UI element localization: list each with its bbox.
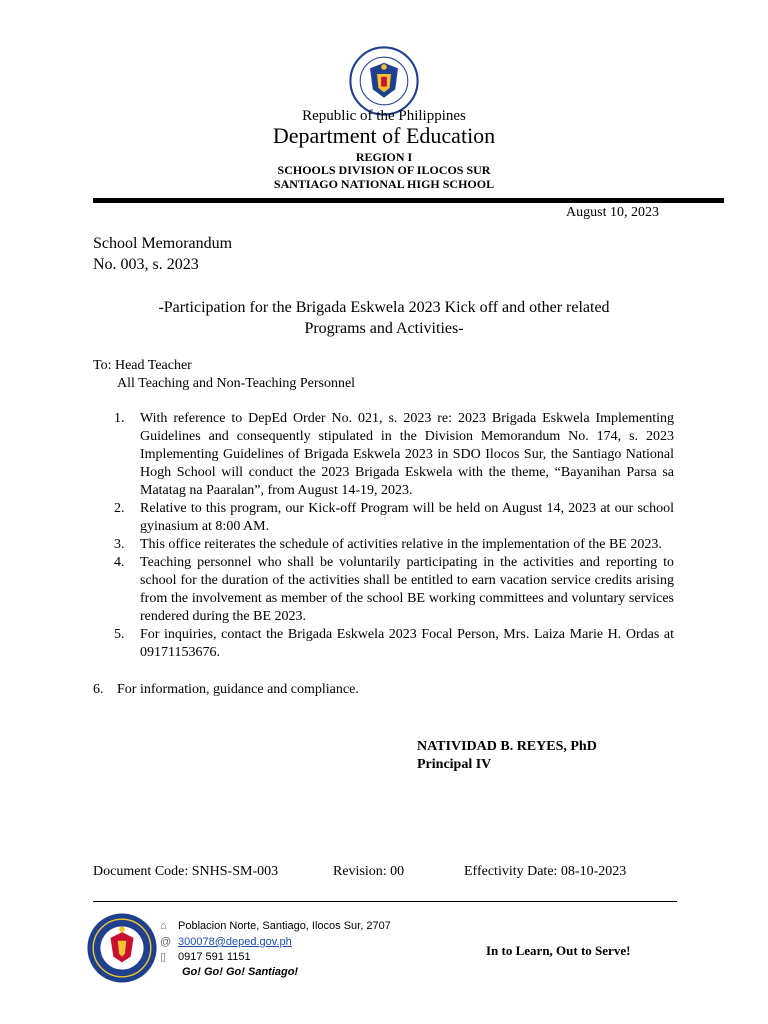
item-number: 5. [114,627,125,642]
item-number: 2. [114,501,125,516]
list-item [93,682,359,698]
effectivity-date: Effectivity Date: 08-10-2023 [464,864,627,879]
list-item [114,554,674,626]
region-heading: REGION I [355,150,413,164]
item-text: Relative to this program, our Kick-off Program will be held on August 14, 2023 at our school gyinasium at 8:00 AM. [140,501,674,534]
recipients [93,357,355,393]
school-phone [160,950,251,963]
document-code: Document Code: SNHS-SM-003 [93,864,279,879]
school-seal-logo [86,912,158,984]
division-heading: SCHOOLS DIVISION OF ILOCOS SUR [277,163,491,177]
memo-number: No. 003, s. 2023 [93,256,199,273]
item-text: For information, guidance and compliance. [117,682,359,697]
school-address [160,920,391,932]
signatory-name: NATIVIDAD B. REYES, PhD [417,739,597,754]
phone-text: 0917 591 1151 [178,951,251,963]
list-item [114,500,674,536]
memo-date: August 10, 2023 [566,205,659,220]
mobile-phone-icon: ▯ [160,951,167,963]
recipient-line: To: Head Teacher [93,358,192,373]
revision-number: Revision: 00 [333,864,405,879]
memo-type: School Memorandum [93,235,233,252]
item-text: For inquiries, contact the Brigada Eskwela 2023 Focal Person, Mrs. Laiza Marie H. Ordas at 09171153676. [140,627,674,660]
recipient-line: All Teaching and Non-Teaching Personnel [117,376,356,391]
signatory [417,738,597,774]
item-number: 6. [93,682,104,697]
list-item [114,626,674,662]
item-number: 1. [114,411,125,426]
address-text: Poblacion Norte, Santiago, Ilocos Sur, 2707 [178,920,391,932]
deped-seal-logo [349,46,419,116]
school-slogan: Go! Go! Go! Santiago! [182,966,299,978]
memo-identifier [93,233,232,275]
signatory-title: Principal IV [417,757,492,772]
subject-line: -Participation for the Brigada Eskwela 2023 Kick off and other related [158,299,610,316]
list-item [114,536,674,554]
list-item [114,410,674,500]
subject-line: Programs and Activities- [304,320,464,337]
department-heading: Department of Education [272,123,496,148]
location-pin-icon: ⌂ [160,920,167,932]
item-text: This office reiterates the schedule of activities relative in the implementation of the BE 2023. [140,537,662,552]
school-email [160,936,292,948]
school-motto: In to Learn, Out to Serve! [486,943,631,958]
memo-items-list [114,410,674,662]
item-text: Teaching personnel who shall be voluntarily participating in the activities and reporting to school for the duration of the activities shall be entitled to earn vacation service credits arising from the involvement as member of the school BE working committees and voluntary services rendered during the BE 2023. [140,555,674,624]
item-number: 4. [114,555,125,570]
header-divider [93,198,724,203]
republic-heading: Republic of the Philippines [302,108,466,124]
memo-subject [120,297,648,339]
footer-divider [93,901,677,902]
school-heading: SANTIAGO NATIONAL HIGH SCHOOL [273,177,495,191]
email-link[interactable]: 300078@deped.gov.ph [178,936,292,948]
item-text: With reference to DepEd Order No. 021, s. 2023 re: 2023 Brigada Eskwela Implementing Guidelines and consequently stipulated in the Division Memorandum No. 174, s. 2023 Implementing Guidelines of Brigada Eskwela 2023 in SDO Ilocos Sur, the Santiago National Hogh School will conduct the 2023 Brigada Eskwela with the theme, “Bayanihan Parsa sa Matatag na Paaralan”, from August 14-19, 2023. [140,411,674,498]
item-number: 3. [114,537,125,552]
at-sign-icon: @ [160,936,172,948]
